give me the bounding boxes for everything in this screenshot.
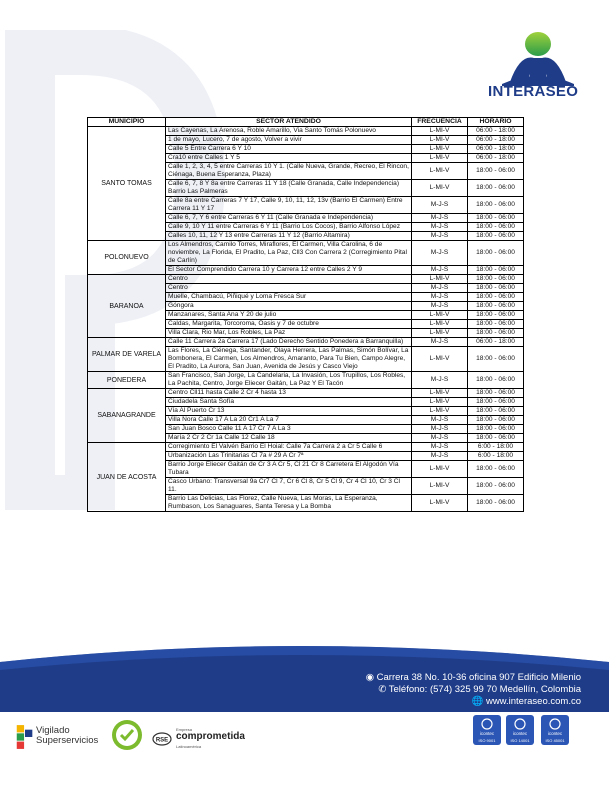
cert-label: ISO 14001 (510, 738, 530, 743)
rse-small: Empresa (176, 727, 193, 732)
sector-cell: Calle 11 Carrera 2a Carrera 17 (Lado Derecho Sentido Ponedera a Barranquilla) (166, 338, 412, 347)
frecuencia-cell: L-MI-V (412, 478, 468, 495)
horario-cell: 18:00 - 06:00 (468, 329, 524, 338)
frecuencia-cell: L-MI-V (412, 127, 468, 136)
horario-cell: 18:00 - 06:00 (468, 372, 524, 389)
horario-cell: 18:00 - 06:00 (468, 284, 524, 293)
sector-cell: Calle 1, 2, 3, 4, 5 entre Carreras 10 Y 1. (Calle Nueva, Grande, Recreo, El Rincon, Ciénaga, Buena Esperanza, Plaza) (166, 163, 412, 180)
sector-cell: Urbanización Las Trinitarias Cl 7a # 29 A Cr 7ª (166, 452, 412, 461)
frecuencia-cell: L-MI-V (412, 154, 468, 163)
sector-cell: Centro (166, 284, 412, 293)
horario-cell: 18:00 - 06:00 (468, 302, 524, 311)
horario-cell: 06:00 - 18:00 (468, 127, 524, 136)
sector-cell: San Juan Bosco Calle 11 A 17 Cr 7 A La 3 (166, 425, 412, 434)
frecuencia-cell: M-J-S (412, 425, 468, 434)
horario-cell: 06:00 - 18:00 (468, 338, 524, 347)
sector-cell: Calle 6, 7, Y 6 entre Carreras 6 Y 11 (Calle Granada e Independencia) (166, 214, 412, 223)
frecuencia-cell: M-J-S (412, 452, 468, 461)
vigilado-logo-icon (14, 722, 36, 752)
cert-brand: icontec (479, 731, 495, 736)
horario-cell: 18:00 - 06:00 (468, 407, 524, 416)
sector-cell: Villa Clara, Rio Mar, Los Robles, La Paz (166, 329, 412, 338)
website-line[interactable]: 🌐 www.interaseo.com.co (471, 696, 581, 707)
header-horario: HORARIO (468, 118, 524, 127)
table-row (88, 127, 524, 136)
horario-cell: 18:00 - 06:00 (468, 389, 524, 398)
sector-cell: San Francisco, San Jorge, La Candelaria, La Invasión, Los Trupillos, Los Robles, La Pachita, Centro, Jorge Eliecer Gaitán, La Paz Y El Tacón (166, 372, 412, 389)
horario-cell: 18:00 - 06:00 (468, 214, 524, 223)
table-row (88, 389, 524, 398)
sector-cell: Ciudadela Santa Sofía (166, 398, 412, 407)
sector-cell: Las Cayenas, La Arenosa, Roble Amarillo, Via Santo Tomás Polonuevo (166, 127, 412, 136)
sector-cell: Calle 6, 7, 8 Y 8a entre Carreras 11 Y 18 (Calle Granada, Calle Independencia) Barrio Las Palmeras (166, 180, 412, 197)
icontec-icon (540, 714, 570, 754)
rse-text (176, 727, 245, 752)
horario-cell: 06:00 - 18:00 (468, 145, 524, 154)
frecuencia-cell: L-MI-V (412, 180, 468, 197)
sector-cell: Corregimiento El Valvén Barrio El Hoial: Calle 7a Carrera 2 a Cr 5 Calle 6 (166, 443, 412, 452)
sector-cell: Casco Urbano: Transversal 9a Cr7 Cl 7, Cr 6 Cl 8, Cr 5 Cl 9, Cr 4 Cl 10, Cr 3 Cl 11. (166, 478, 412, 495)
sector-cell: Barrio Jorge Eliecer Gaitán de Cr 3 A Cr 5, Cl 21 Cr 8 Carretera El Algodón Vía Tubara (166, 461, 412, 478)
municipio-cell: SANTO TOMAS (88, 127, 166, 241)
frecuencia-cell: M-J-S (412, 293, 468, 302)
horario-cell: 18:00 - 06:00 (468, 241, 524, 266)
horario-cell: 18:00 - 06:00 (468, 223, 524, 232)
frecuencia-cell: M-J-S (412, 266, 468, 275)
sector-cell: El Sector Comprendido Carrera 10 y Carrera 12 entre Calles 2 Y 9 (166, 266, 412, 275)
frecuencia-cell: L-MI-V (412, 275, 468, 284)
horario-cell: 18:00 - 06:00 (468, 434, 524, 443)
horario-cell: 18:00 - 06:00 (468, 461, 524, 478)
horario-cell: 18:00 - 06:00 (468, 180, 524, 197)
municipio-cell: PALMAR DE VARELA (88, 338, 166, 372)
horario-cell: 06:00 - 18:00 (468, 136, 524, 145)
frecuencia-cell: M-J-S (412, 372, 468, 389)
frecuencia-cell: L-MI-V (412, 329, 468, 338)
sector-cell: Calle 5 Entre Carrera 6 Y 10 (166, 145, 412, 154)
contact-info (366, 672, 581, 708)
frecuencia-cell: M-J-S (412, 241, 468, 266)
cert-label: ISO 45001 (545, 738, 565, 743)
frecuencia-cell: L-MI-V (412, 320, 468, 329)
horario-cell: 18:00 - 06:00 (468, 266, 524, 275)
icontec-cert-badge (472, 714, 502, 754)
sector-cell: Muelle, Chambacú, Piñiqué y Loma Fresca Sur (166, 293, 412, 302)
frecuencia-cell: L-MI-V (412, 311, 468, 320)
green-seal-icon (110, 718, 144, 752)
table-header-row (88, 118, 524, 127)
rse-main: comprometida (176, 731, 245, 742)
horario-cell: 18:00 - 06:00 (468, 293, 524, 302)
table-row (88, 372, 524, 389)
rse-badge-text: RSE (155, 737, 169, 744)
frecuencia-cell: M-J-S (412, 197, 468, 214)
municipio-cell: BARANOA (88, 275, 166, 338)
sector-cell: Manzanares, Santa Ana Y 20 de julio (166, 311, 412, 320)
municipio-cell: JUAN DE ACOSTA (88, 443, 166, 512)
sector-cell: 1 de mayo, Lucero, 7 de agosto, Volver a vivir (166, 136, 412, 145)
frecuencia-cell: M-J-S (412, 338, 468, 347)
frecuencia-cell: L-MI-V (412, 145, 468, 154)
rse-badge-icon (152, 732, 172, 746)
sector-cell: Vía Al Puerto Cr 13 (166, 407, 412, 416)
icontec-icon (472, 714, 502, 754)
sector-cell: Villa Nora Calle 17 A La 20 Cr1 A La 7 (166, 416, 412, 425)
frecuencia-cell: M-J-S (412, 434, 468, 443)
frecuencia-cell: L-MI-V (412, 389, 468, 398)
table-row (88, 275, 524, 284)
horario-cell: 18:00 - 06:00 (468, 416, 524, 425)
municipio-cell: POLONUEVO (88, 241, 166, 275)
frecuencia-cell: M-J-S (412, 284, 468, 293)
horario-cell: 18:00 - 06:00 (468, 495, 524, 512)
horario-cell: 18:00 - 06:00 (468, 478, 524, 495)
table-body (88, 127, 524, 512)
sector-cell: Cra10 entre Calles 1 Y 5 (166, 154, 412, 163)
frecuencia-cell: M-J-S (412, 302, 468, 311)
icontec-cert-badge (540, 714, 570, 754)
horario-cell: 18:00 - 06:00 (468, 163, 524, 180)
brand-name: INTERASEO (488, 83, 579, 100)
frecuencia-cell: L-MI-V (412, 495, 468, 512)
horario-cell: 18:00 - 06:00 (468, 197, 524, 214)
horario-cell: 6:00 - 18:00 (468, 452, 524, 461)
sector-cell: Calle 8a entre Carreras 7 Y 17, Calle 9, 10, 11, 12, 13v (Barrio El Carmen) Entre Carrera 11 Y 17 (166, 197, 412, 214)
sector-cell: Los Almendros, Camilo Torres, Miraflores, El Carmen, Villa Carolina, 6 de noviembre, La Florida, El Pradito, La Paz, Cll3 Con Carrera 2 (Corregimiento Pital de Carlín) (166, 241, 412, 266)
horario-cell: 18:00 - 06:00 (468, 232, 524, 241)
frecuencia-cell: L-MI-V (412, 136, 468, 145)
vigilado-text (36, 726, 98, 746)
cert-brand: icontec (512, 731, 528, 736)
icontec-cert-badge (505, 714, 535, 754)
sector-cell: Caldas, Margarita, Torcoroma, Oasis y 7 de octubre (166, 320, 412, 329)
frecuencia-cell: M-J-S (412, 443, 468, 452)
frecuencia-cell: L-MI-V (412, 347, 468, 372)
horario-cell: 18:00 - 06:00 (468, 347, 524, 372)
address-line: ◉ Carrera 38 No. 10-36 oficina 907 Edificio Milenio (365, 672, 581, 683)
sector-cell: Las Flores, La Ciénega, Santander, Olaya Herrera, Las Palmas, Simón Bolívar, La Bombonera, El Carmen, Los Almendros, Amaranto, Para Tu Bien, Campo Alegre, El Pradito, La Aurora, San Juan, Avenida de Jesús y Casco Viejo (166, 347, 412, 372)
footer-wave (0, 640, 609, 786)
rse-sub: Latinoamérica (176, 744, 202, 749)
vigilado-line2: Superservicios (36, 735, 99, 746)
horario-cell: 18:00 - 06:00 (468, 425, 524, 434)
frecuencia-cell: L-MI-V (412, 398, 468, 407)
table-row (88, 338, 524, 347)
cert-brand: icontec (547, 731, 563, 736)
phone-line: ✆ Teléfono: (574) 325 99 70 Medellín, Colombia (378, 684, 581, 695)
frecuencia-cell: L-MI-V (412, 407, 468, 416)
table-row (88, 443, 524, 452)
horario-cell: 18:00 - 06:00 (468, 398, 524, 407)
header-frecuencia: FRECUENCIA (412, 118, 468, 127)
header-municipio: MUNICIPIO (88, 118, 166, 127)
municipio-cell: PONEDERA (88, 372, 166, 389)
cert-label: ISO 9001 (478, 738, 496, 743)
schedule-table (87, 117, 524, 512)
frecuencia-cell: M-J-S (412, 232, 468, 241)
frecuencia-cell: L-MI-V (412, 461, 468, 478)
horario-cell: 06:00 - 18:00 (468, 154, 524, 163)
frecuencia-cell: M-J-S (412, 223, 468, 232)
horario-cell: 6:00 - 18:00 (468, 443, 524, 452)
horario-cell: 18:00 - 06:00 (468, 311, 524, 320)
sector-cell: Centro (166, 275, 412, 284)
icontec-icon (505, 714, 535, 754)
sector-cell: Centro Cll11 hasta Calle 2 Cr 4 hasta 13 (166, 389, 412, 398)
table-row (88, 241, 524, 266)
vigilado-line1: Vigilado (36, 725, 70, 736)
frecuencia-cell: M-J-S (412, 416, 468, 425)
horario-cell: 18:00 - 06:00 (468, 320, 524, 329)
frecuencia-cell: L-MI-V (412, 163, 468, 180)
sector-cell: Barrio Las Delicias, Las Florez, Calle Nueva, Las Moras, La Esperanza, Rumbason, Los Sanaguares, Santa Teresa y La Bomba (166, 495, 412, 512)
sector-cell: Góngora (166, 302, 412, 311)
municipio-cell: SABANAGRANDE (88, 389, 166, 443)
sector-cell: María 2 Cr 2 Cr 1a Calle 12 Calle 18 (166, 434, 412, 443)
horario-cell: 18:00 - 06:00 (468, 275, 524, 284)
sector-cell: Calle 9, 10 Y 11 entre Carreras 6 Y 11 (Barrio Los Cocos), Barrio Alfonso López (166, 223, 412, 232)
header-sector: SECTOR ATENDIDO (166, 118, 412, 127)
sector-cell: Calles 10, 11, 12 Y 13 entre Carreras 11 Y 12 (Barrio Altamira) (166, 232, 412, 241)
frecuencia-cell: M-J-S (412, 214, 468, 223)
